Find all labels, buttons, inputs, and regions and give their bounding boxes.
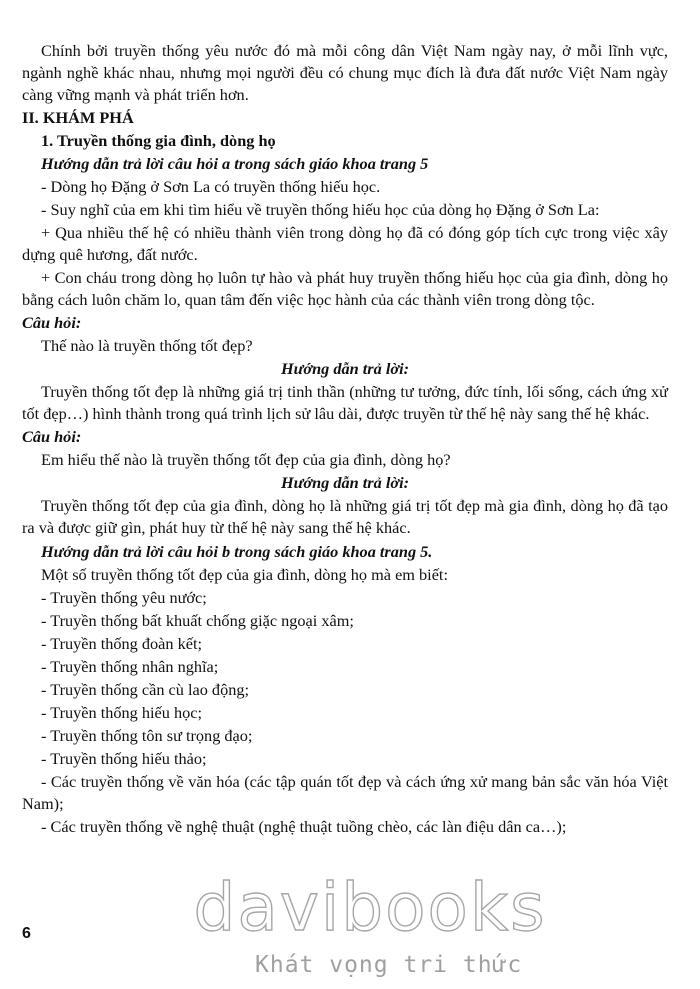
- list-item: - Truyền thống cần cù lao động;: [41, 680, 250, 699]
- watermark-logo: davibooks: [193, 869, 547, 946]
- body-paragraph: - Dòng họ Đặng ở Sơn La có truyền thống hiếu học.: [41, 177, 381, 196]
- body-paragraph: + Qua nhiều thế hệ có nhiều thành viên trong dòng họ đã có đóng góp tích cực trong việc xây dựng quê hương, đất nước.: [22, 223, 668, 264]
- guide-heading-a: Hướng dẫn trả lời câu hỏi a trong sách giáo khoa trang 5: [41, 154, 429, 173]
- list-item: - Truyền thống tôn sư trọng đạo;: [41, 726, 253, 745]
- list-item: - Truyền thống nhân nghĩa;: [41, 657, 219, 676]
- watermark-slogan: Khát vọng tri thức: [255, 952, 523, 978]
- question-text: Em hiểu thế nào là truyền thống tốt đẹp của gia đình, dòng họ?: [41, 450, 451, 469]
- list-intro: Một số truyền thống tốt đẹp của gia đình, dòng họ mà em biết:: [41, 565, 448, 584]
- list-item: - Các truyền thống về văn hóa (các tập quán tốt đẹp và cách ứng xử mang bản sắc văn hóa Việt Nam);: [22, 772, 668, 813]
- question-label: Câu hỏi:: [22, 313, 82, 332]
- question-text: Thế nào là truyền thống tốt đẹp?: [41, 336, 253, 355]
- list-item: - Truyền thống hiếu học;: [41, 703, 202, 722]
- list-item: - Truyền thống bất khuất chống giặc ngoại xâm;: [41, 611, 354, 630]
- answer-text: Truyền thống tốt đẹp của gia đình, dòng họ là những giá trị tốt đẹp mà gia đình, dòng họ đã tạo ra và được giữ gìn, phát huy từ thế hệ này sang thế hệ khác.: [22, 496, 668, 537]
- answer-title: Hướng dẫn trả lời:: [280, 473, 410, 492]
- intro-paragraph: Chính bởi truyền thống yêu nước đó mà mỗi công dân Việt Nam ngày nay, ở mỗi lĩnh vực, ngành nghề khác nhau, nhưng mọi người đều có chung mục đích là đưa đất nước Việt Nam ngày càng vững mạnh và phát triển hơn.: [22, 41, 668, 104]
- page-number: 6: [22, 925, 31, 942]
- section-heading: II. KHÁM PHÁ: [22, 108, 134, 127]
- answer-title: Hướng dẫn trả lời:: [280, 359, 410, 378]
- page-content: [22, 40, 668, 839]
- list-item: - Truyền thống hiếu thảo;: [41, 749, 207, 768]
- answer-text: Truyền thống tốt đẹp là những giá trị tinh thần (những tư tưởng, đức tính, lối sống, cách ứng xử tốt đẹp…) hình thành trong quá trình lịch sử lâu dài, được truyền từ thế hệ này sang thế hệ khác.: [22, 382, 668, 423]
- list-item: - Truyền thống yêu nước;: [41, 588, 207, 607]
- list-item: - Truyền thống đoàn kết;: [41, 634, 202, 653]
- question-label: Câu hỏi:: [22, 427, 82, 446]
- subsection-heading: 1. Truyền thống gia đình, dòng họ: [41, 131, 276, 150]
- list-item: - Các truyền thống về nghệ thuật (nghệ thuật tuồng chèo, các làn điệu dân ca…);: [41, 817, 567, 836]
- guide-heading-b: Hướng dẫn trả lời câu hỏi b trong sách giáo khoa trang 5.: [41, 542, 433, 561]
- body-paragraph: - Suy nghĩ của em khi tìm hiểu về truyền thống hiếu học của dòng họ Đặng ở Sơn La:: [41, 200, 600, 219]
- body-paragraph: + Con cháu trong dòng họ luôn tự hào và phát huy truyền thống hiếu học của gia đình, dòng họ bằng cách luôn chăm lo, quan tâm đến việc học hành của các thành viên trong dòng tộc.: [22, 268, 668, 309]
